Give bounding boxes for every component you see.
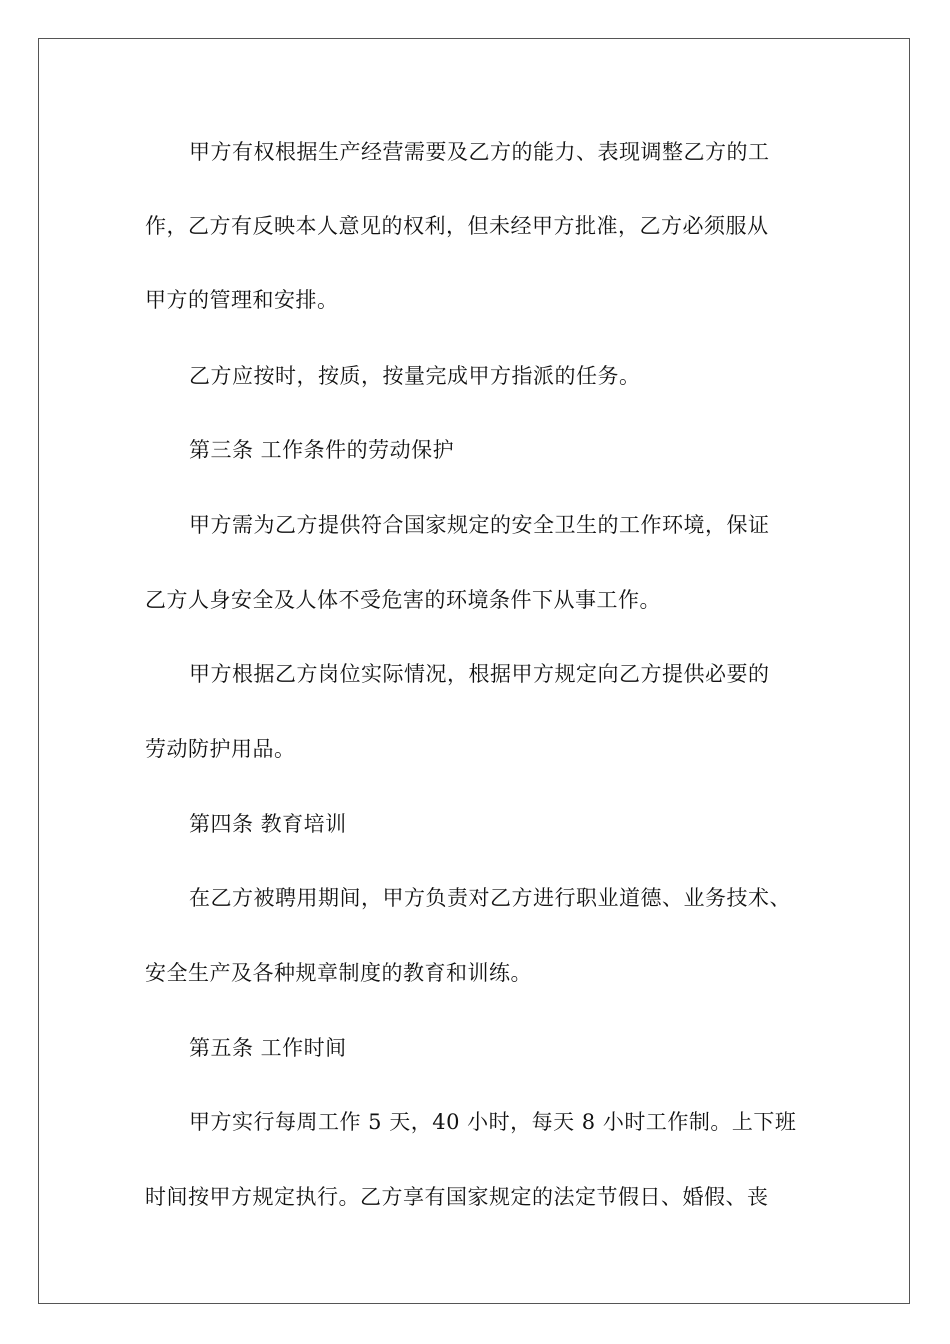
paragraph-line: 劳动防护用品。 — [145, 737, 296, 761]
paragraph-line: 甲方的管理和安排。 — [145, 288, 339, 312]
section-heading: 第四条 教育培训 — [189, 812, 347, 836]
paragraph-line: 甲方需为乙方提供符合国家规定的安全卫生的工作环境，保证 — [189, 513, 770, 537]
paragraph-line: 时间按甲方规定执行。乙方享有国家规定的法定节假日、婚假、丧 — [145, 1185, 769, 1209]
paragraph-line: 安全生产及各种规章制度的教育和训练。 — [145, 961, 532, 985]
paragraph-line: 作，乙方有反映本人意见的权利，但未经甲方批准，乙方必须服从 — [145, 214, 769, 238]
paragraph-line: 甲方根据乙方岗位实际情况，根据甲方规定向乙方提供必要的 — [189, 662, 770, 686]
section-heading: 第五条 工作时间 — [189, 1036, 347, 1060]
paragraph-line: 乙方人身安全及人体不受危害的环境条件下从事工作。 — [145, 588, 661, 612]
paragraph-line: 乙方应按时，按质，按量完成甲方指派的任务。 — [189, 364, 641, 388]
section-heading: 第三条 工作条件的劳动保护 — [189, 438, 455, 462]
paragraph-line: 甲方有权根据生产经营需要及乙方的能力、表现调整乙方的工 — [189, 140, 770, 164]
paragraph-line: 在乙方被聘用期间，甲方负责对乙方进行职业道德、业务技术、 — [189, 886, 791, 910]
paragraph-line: 甲方实行每周工作 5 天，40 小时，每天 8 小时工作制。上下班 — [189, 1110, 797, 1134]
